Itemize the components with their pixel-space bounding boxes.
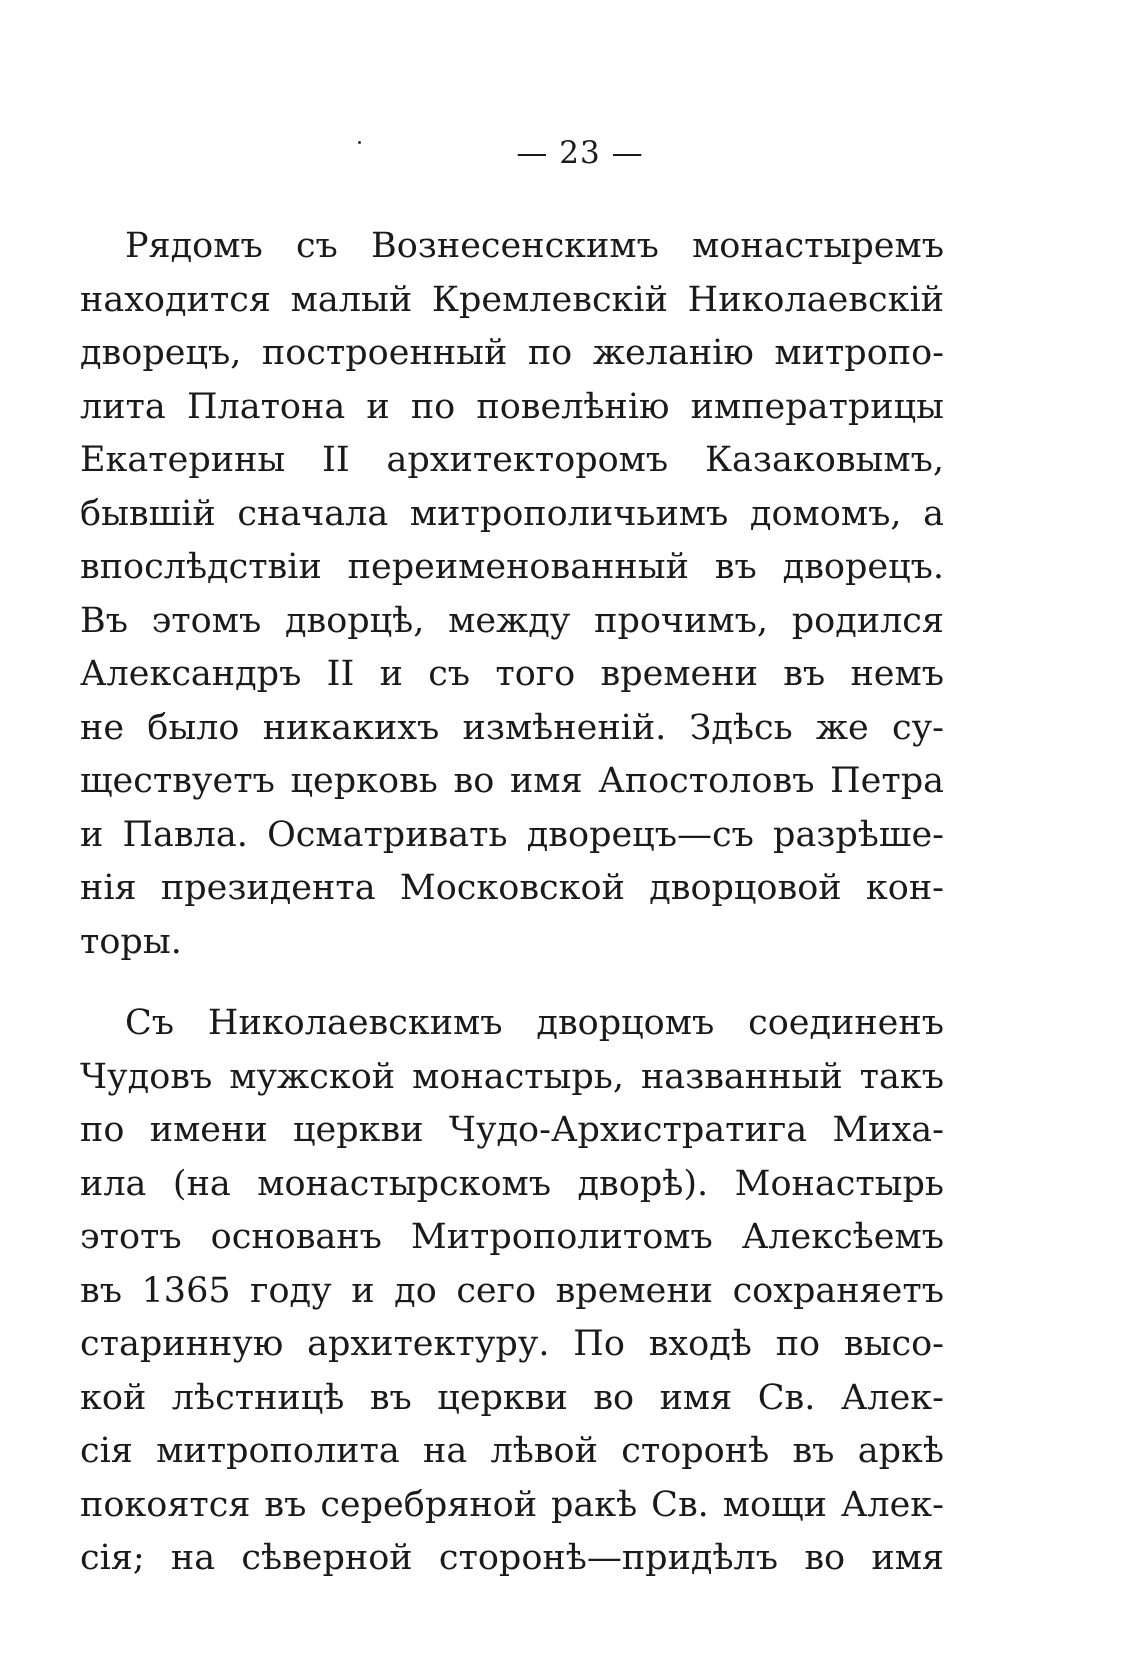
text-line: по имени церкви Чудо-Архистратига Миха- [80, 1110, 944, 1150]
text-line: Рядомъ съ Вознесенскимъ монастыремъ [125, 226, 944, 266]
text-line: впослѣдствіи переименованный въ дворецъ. [80, 547, 944, 587]
paragraph-2 [80, 997, 944, 1586]
page-number: — 23 — [516, 135, 644, 171]
text-line: ществуетъ церковь во имя Апостоловъ Петра [80, 761, 944, 801]
text-line: старинную архитектуру. По входѣ по высо- [80, 1324, 944, 1364]
text-line: нія президента Московской дворцовой кон- [80, 868, 944, 908]
text-line: Чудовъ мужской монастырь, названный такъ [80, 1056, 944, 1097]
text-line: и Павла. Осматривать дворецъ—съ разрѣше- [80, 814, 944, 855]
text-line: Александръ II и съ того времени въ немъ [80, 654, 944, 694]
text-line: торы. [80, 921, 182, 962]
text-line: бывшій сначала митрополичьимъ домомъ, а [80, 493, 944, 534]
text-line: лита Платона и по повелѣнію императрицы [80, 386, 944, 427]
text-line: этотъ основанъ Митрополитомъ Алексѣемъ [80, 1217, 944, 1257]
text-line: Въ этомъ дворцѣ, между прочимъ, родился [80, 600, 944, 641]
text-line: Съ Николаевскимъ дворцомъ соединенъ [125, 1003, 944, 1043]
text-line: покоятся въ серебряной ракѣ Св. мощи Алек- [80, 1484, 944, 1525]
text-line: Екатерины II архитекторомъ Казаковымъ, [80, 440, 944, 480]
text-line: сія; на сѣверной сторонѣ—придѣлъ во имя [80, 1538, 944, 1578]
text-line: кой лѣстницѣ въ церкви во имя Св. Алек- [80, 1377, 944, 1418]
text-line: ила (на монастырскомъ дворѣ). Монастырь [80, 1163, 944, 1204]
text-line: въ 1365 году и до сего времени сохраняетъ [80, 1270, 944, 1311]
text-line: не было никакихъ измѣненій. Здѣсь же су- [80, 707, 944, 748]
text-line: находится малый Кремлевскій Николаевскій [80, 279, 944, 320]
paragraph-1 [80, 220, 944, 969]
text-line: сія митрополита на лѣвой сторонѣ въ аркѣ [80, 1431, 944, 1471]
text-line: дворецъ, построенный по желанію митропо- [80, 333, 944, 373]
